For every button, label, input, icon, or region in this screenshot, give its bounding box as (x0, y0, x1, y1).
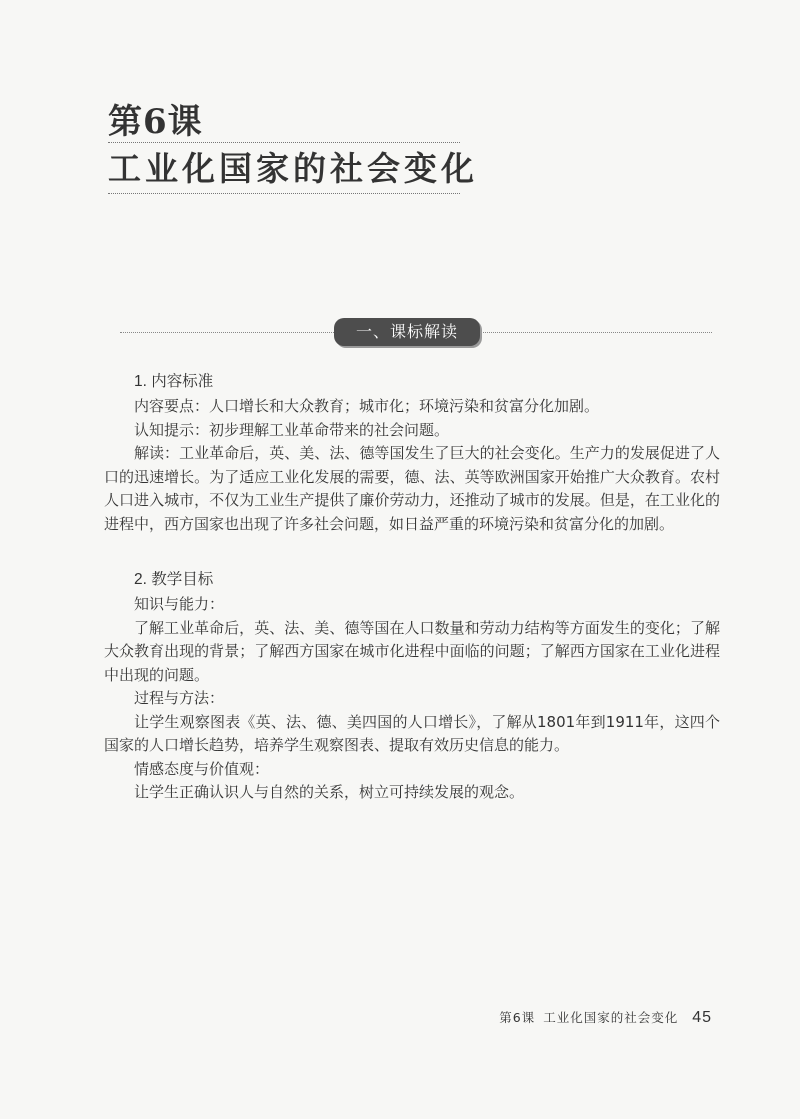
divider (108, 142, 460, 143)
attitude-text: 让学生正确认识人与自然的关系，树立可持续发展的观念。 (134, 783, 525, 801)
footer-lesson: 第6课 (499, 1010, 536, 1025)
page-footer (499, 1008, 712, 1027)
main-content (104, 368, 720, 805)
page-number: 45 (692, 1009, 712, 1026)
attitude-label: 情感态度与价值观： (134, 759, 270, 778)
part2-heading: 2. 教学目标 (134, 571, 214, 588)
content-points: 内容要点：人口增长和大众教育；城市化；环境污染和贫富分化加剧。 (134, 397, 600, 415)
spacer (134, 536, 720, 566)
part1-heading: 1. 内容标准 (134, 373, 214, 390)
explanation-paragraph: 解读：工业革命后，英、美、法、德等国发生了巨大的社会变化。生产力的发展促进了人口的迅速增长。为了适应工业化发展的需要，德、法、英等欧洲国家开始推广大众教育。农村人口进入城市，不仅为工业生产提供了廉价劳动力，还推动了城市的发展。但是，在工业化的进程中，西方国家也出现了许多社会问题，如日益严重的环境污染和贫富分化的加剧。 (104, 444, 720, 533)
knowledge-label: 知识与能力： (134, 595, 225, 613)
lesson-title: 工业化国家的社会变化 (108, 149, 478, 188)
process-label: 过程与方法： (134, 689, 225, 707)
lesson-number: 第6课 (108, 102, 203, 142)
process-text: 让学生观察图表《英、法、德、美四国的人口增长》，了解从1801年到1911年，这四个国家的人口增长趋势，培养学生观察图表、提取有效历史信息的能力。 (104, 712, 720, 754)
divider (108, 193, 460, 194)
section-heading: 一、课标解读 (334, 318, 480, 346)
lesson-header (108, 102, 478, 194)
cognition-tip: 认知提示：初步理解工业革命带来的社会问题。 (134, 420, 450, 439)
footer-title: 工业化国家的社会变化 (543, 1010, 679, 1025)
knowledge-text: 了解工业革命后，英、法、美、德等国在人口数量和劳动力结构等方面发生的变化；了解大众教育出现的背景；了解西方国家在城市化进程中面临的问题；了解西方国家在工业化进程中出现的问题。 (104, 618, 720, 684)
